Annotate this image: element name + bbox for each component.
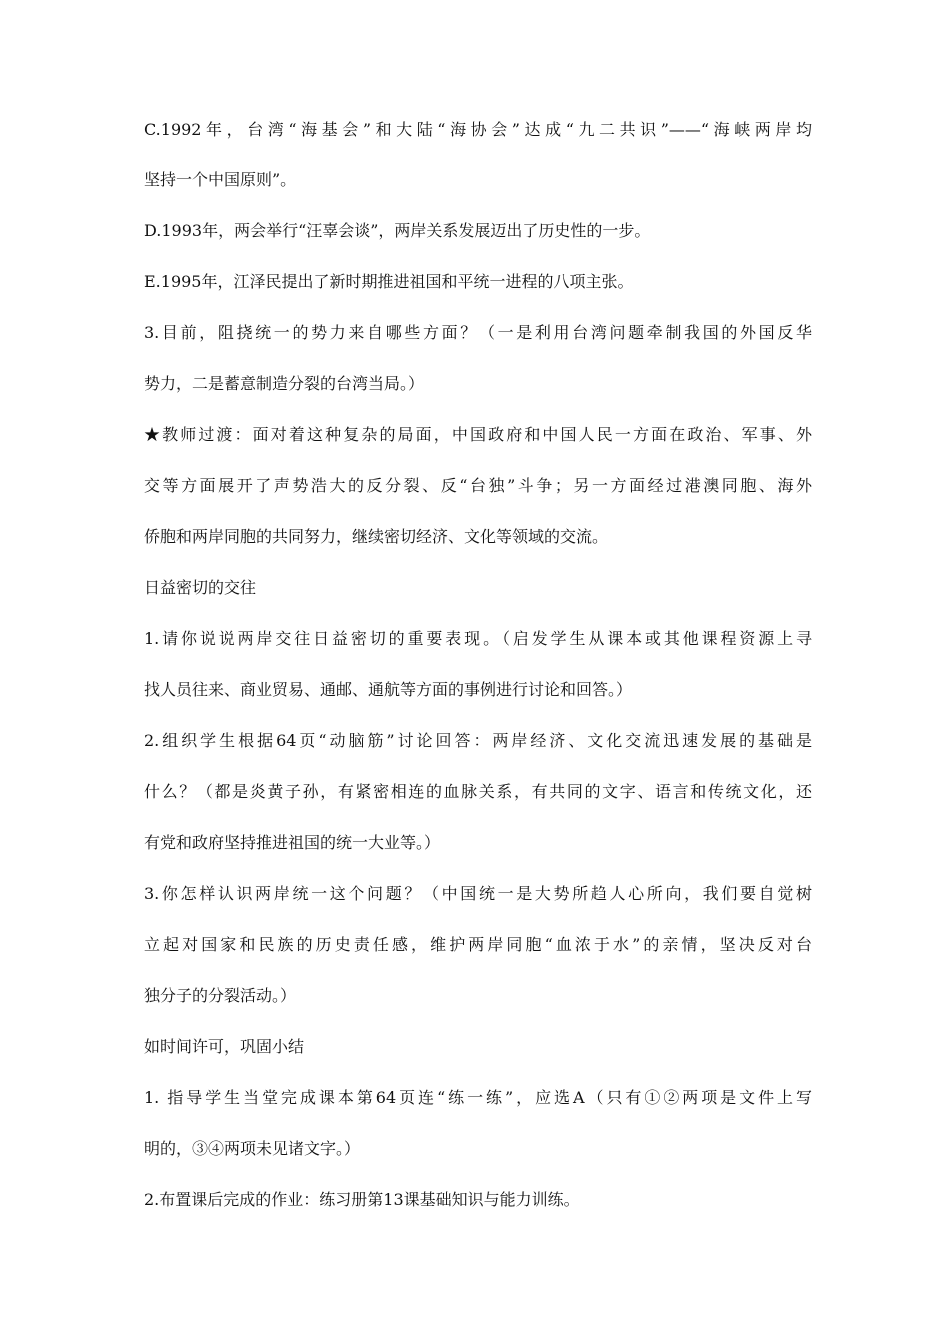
text-line-e-1995: E.1995年，江泽民提出了新时期推进祖国和平统一进程的八项主张。 xyxy=(144,272,634,291)
text-line-teacher-2: 交等方面展开了声势浩大的反分裂、反“台独”斗争；另一方面经过港澳同胞、海外 xyxy=(144,476,812,495)
text-line-item3: 3.你怎样认识两岸统一这个问题？（中国统一是大势所趋人心所向，我们要自觉树 xyxy=(144,884,812,903)
text-line-item3-cont: 立起对国家和民族的历史责任感，维护两岸同胞“血浓于水”的亲情，坚决反对台 xyxy=(144,935,812,954)
text-line-item3-end: 独分子的分裂活动。） xyxy=(144,986,297,1005)
text-line-item2: 2.组织学生根据64页“动脑筋”讨论回答：两岸经济、文化交流迅速发展的基础是 xyxy=(144,731,812,750)
text-line-summary-1: 1. 指导学生当堂完成课本第64页连“练一练”，应选A（只有①②两项是文件上写 xyxy=(144,1088,812,1107)
text-line-q3-cont: 势力，二是蓄意制造分裂的台湾当局。） xyxy=(144,374,425,393)
section-heading: 日益密切的交往 xyxy=(144,578,257,597)
text-line-summary-2: 2.布置课后完成的作业：练习册第13课基础知识与能力训练。 xyxy=(144,1190,580,1209)
text-line-teacher-1: ★教师过渡：面对着这种复杂的局面，中国政府和中国人民一方面在政治、军事、外 xyxy=(144,425,812,444)
text-line-item1-cont: 找人员往来、商业贸易、通邮、通航等方面的事例进行讨论和回答。） xyxy=(144,680,633,699)
text-line-item2-cont: 什么？（都是炎黄子孙，有紧密相连的血脉关系，有共同的文字、语言和传统文化，还 xyxy=(144,782,812,801)
text-line-summary-1-cont: 明的，③④两项未见诸文字。） xyxy=(144,1139,361,1158)
text-line-c-1992-cont: 坚持一个中国原则”。 xyxy=(144,170,297,189)
text-line-item1: 1.请你说说两岸交往日益密切的重要表现。（启发学生从课本或其他课程资源上寻 xyxy=(144,629,812,648)
text-line-c-1992: C.1992年，台湾“海基会”和大陆“海协会”达成“九二共识”——“海峡两岸均 xyxy=(144,120,812,139)
text-line-teacher-3: 侨胞和两岸同胞的共同努力，继续密切经济、文化等领域的交流。 xyxy=(144,527,609,546)
text-line-d-1993: D.1993年，两会举行“汪辜会谈”，两岸关系发展迈出了历史性的一步。 xyxy=(144,221,651,240)
text-line-q3: 3.目前，阻挠统一的势力来自哪些方面？（一是利用台湾问题牵制我国的外国反华 xyxy=(144,323,812,342)
text-line-item2-end: 有党和政府坚持推进祖国的统一大业等。） xyxy=(144,833,441,852)
section-heading-summary: 如时间许可，巩固小结 xyxy=(144,1037,305,1056)
